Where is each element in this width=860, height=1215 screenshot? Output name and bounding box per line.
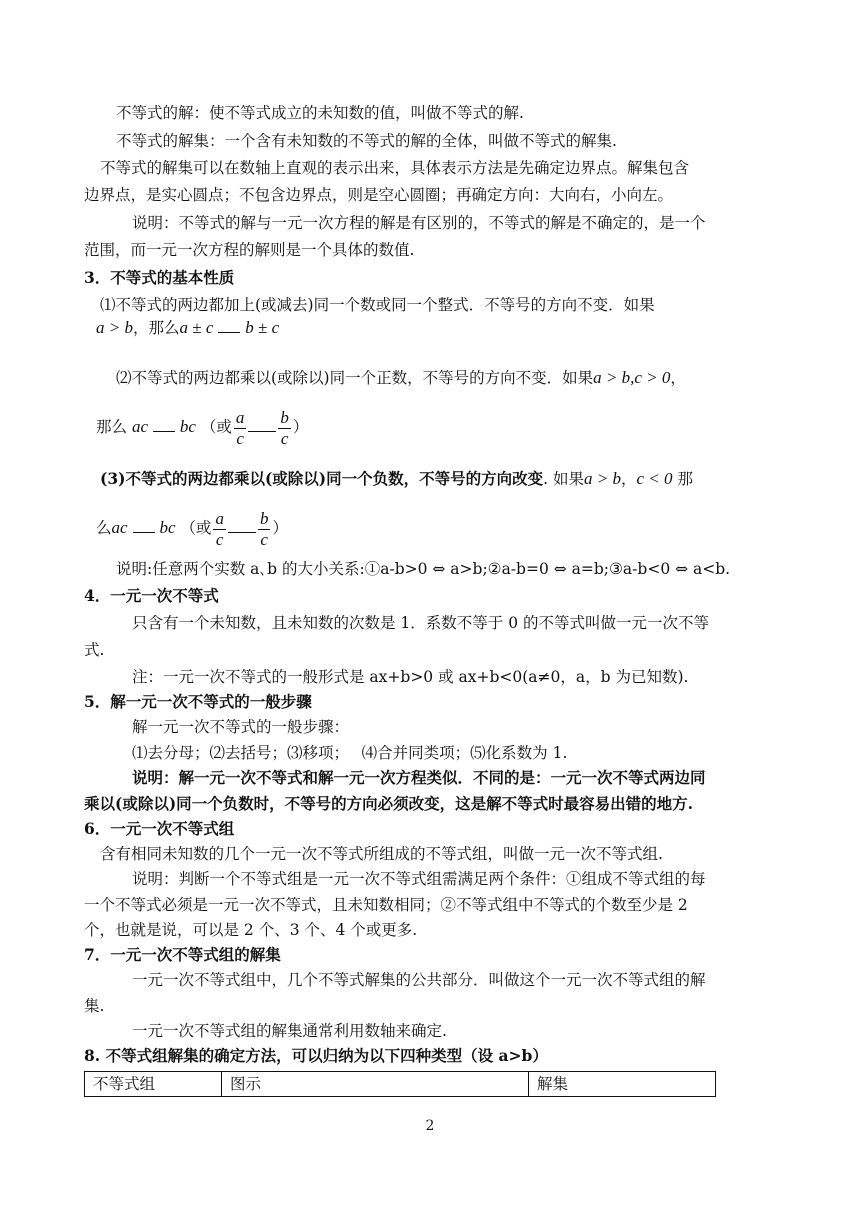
solution-set-table bbox=[84, 1071, 716, 1097]
text-fragment: ， bbox=[670, 369, 686, 387]
answer-blank bbox=[153, 417, 175, 432]
formula-line bbox=[96, 402, 308, 452]
math-expression: ac bbox=[111, 518, 128, 537]
page-number: 2 bbox=[425, 1118, 435, 1134]
fraction-denominator: c bbox=[215, 529, 224, 549]
text-line: 说明：不等式的解与一元一次方程的解是有区别的，不等式的解是不确定的，是一个 bbox=[132, 214, 706, 232]
section-heading: 8. 不等式组解集的确定方法，可以归纳为以下四种类型（设 a>b） bbox=[84, 1046, 548, 1065]
text-line: 不等式的解：使不等式成立的未知数的值，叫做不等式的解. bbox=[116, 104, 524, 122]
text-line: 个，也就是说，可以是 2 个、3 个、4 个或更多. bbox=[84, 921, 418, 939]
math-expression: bc bbox=[159, 518, 176, 537]
section-heading: 3．不等式的基本性质 bbox=[84, 268, 235, 287]
text-fragment: ⑵不等式的两边都乘以(或除以)同一个正数，不等号的方向不变．如果 bbox=[116, 369, 594, 387]
text-fragment: ，那么 bbox=[132, 319, 180, 337]
formula-line bbox=[96, 503, 288, 553]
text-fragment: ， bbox=[620, 470, 637, 488]
text-line: 注：一元一次不等式的一般形式是 ax+b>0 或 ax+b<0(a≠0，a，b 为已知数). bbox=[132, 668, 689, 686]
text-line: 只含有一个未知数，且未知数的次数是 1．系数不等于 0 的不等式叫做一元一次不等 bbox=[132, 614, 710, 632]
text-line: 含有相同未知数的几个一元一次不等式所组成的不等式组，叫做一元一次不等式组. bbox=[100, 845, 663, 863]
text-fragment: . 如果 bbox=[543, 470, 584, 488]
text-line bbox=[116, 368, 686, 388]
text-line: 一元一次不等式组的解集通常利用数轴来确定. bbox=[132, 1022, 447, 1040]
answer-blank bbox=[248, 417, 276, 432]
formula-line bbox=[96, 318, 279, 338]
text-line: 范围，而一元一次方程的解则是一个具体的数值. bbox=[84, 241, 415, 259]
text-line: 集. bbox=[84, 997, 105, 1015]
fraction-numerator: b bbox=[280, 407, 289, 427]
math-expression: a > b,c > 0 bbox=[593, 368, 671, 387]
text-line: 解一元一次不等式的一般步骤： bbox=[132, 718, 350, 736]
text-line: 说明:任意两个实数 a､b 的大小关系:①a-b>0 ⇔ a>b;②a-b=0 ⇔ a=b;③a-b<0 ⇔ a<b. bbox=[116, 560, 731, 578]
text-fragment: （或 bbox=[180, 519, 212, 537]
text-fragment: 那 bbox=[677, 470, 693, 488]
text-fragment: （或 bbox=[200, 418, 232, 436]
fraction bbox=[213, 509, 226, 550]
answer-blank bbox=[218, 318, 240, 333]
math-expression: a > b bbox=[96, 318, 133, 337]
table-header-cell: 不等式组 bbox=[85, 1072, 222, 1097]
text-line: 乘以(或除以)同一个负数时，不等号的方向必须改变，这是解不等式时最容易出错的地方. bbox=[84, 794, 694, 813]
text-fragment: ） bbox=[272, 519, 288, 537]
fraction-numerator: b bbox=[259, 508, 269, 528]
fraction bbox=[278, 408, 291, 449]
section-heading: 4．一元一次不等式 bbox=[84, 586, 219, 605]
section-heading: 7．一元一次不等式组的解集 bbox=[84, 945, 281, 964]
text-line: 式. bbox=[84, 641, 105, 659]
text-line: ⑴去分母；⑵去括号；⑶移项； ⑷合并同类项；⑸化系数为 1. bbox=[132, 744, 568, 762]
table-row bbox=[85, 1072, 716, 1097]
fraction bbox=[234, 408, 247, 449]
text-line: 一元一次不等式组中，几个不等式解集的公共部分．叫做这个一元一次不等式组的解 bbox=[132, 971, 706, 989]
bold-text: (3)不等式的两边都乘以(或除以)同一个负数，不等号的方向改变 bbox=[100, 469, 544, 488]
text-line: 一个不等式必须是一元一次不等式，且未知数相同；②不等式组中不等式的个数至少是 2 bbox=[84, 896, 688, 914]
fraction-denominator: c bbox=[280, 428, 289, 448]
math-expression: c < 0 bbox=[636, 469, 673, 488]
text-fragment: 那么 bbox=[96, 418, 128, 436]
section-heading: 5．解一元一次不等式的一般步骤 bbox=[84, 692, 312, 711]
text-line: 说明：解一元一次不等式和解一元一次方程类似．不同的是：一元一次不等式两边同 bbox=[132, 768, 706, 787]
text-fragment: ） bbox=[292, 418, 309, 436]
math-expression: a > b bbox=[583, 469, 621, 488]
table-header-cell: 解集 bbox=[529, 1072, 716, 1097]
math-expression: ac bbox=[131, 417, 148, 436]
fraction-numerator: a bbox=[235, 407, 245, 427]
text-line: ⑴不等式的两边都加上(或减去)同一个数或同一个整式．不等号的方向不变．如果 bbox=[100, 296, 655, 314]
fraction bbox=[258, 509, 271, 550]
text-fragment: 么 bbox=[96, 519, 112, 537]
table-header-cell: 图示 bbox=[222, 1072, 529, 1097]
text-line: 不等式的解集可以在数轴上直观的表示出来，具体表示方法是先确定边界点。解集包含 bbox=[100, 159, 690, 177]
math-expression: bc bbox=[179, 417, 196, 436]
fraction-denominator: c bbox=[236, 428, 244, 448]
answer-blank bbox=[133, 518, 155, 533]
section-heading: 6．一元一次不等式组 bbox=[84, 819, 235, 838]
math-expression: b ± c bbox=[245, 318, 280, 337]
fraction-numerator: a bbox=[215, 508, 224, 528]
text-line: 说明：判断一个不等式组是一元一次不等式组需满足两个条件：①组成不等式组的每 bbox=[132, 870, 706, 888]
text-line bbox=[100, 469, 693, 489]
text-line: 边界点，是实心圆点；不包含边界点，则是空心圆圈；再确定方向：大向右，小向左。 bbox=[84, 186, 674, 204]
answer-blank bbox=[228, 518, 256, 533]
fraction-denominator: c bbox=[260, 529, 268, 549]
text-line: 不等式的解集：一个含有未知数的不等式的解的全体，叫做不等式的解集. bbox=[116, 132, 617, 150]
math-expression: a ± c bbox=[179, 318, 214, 337]
